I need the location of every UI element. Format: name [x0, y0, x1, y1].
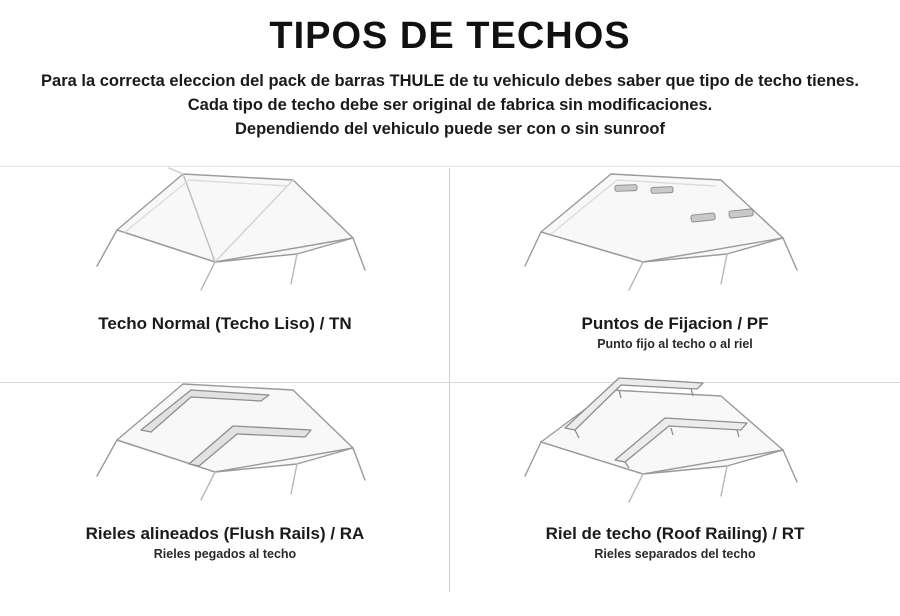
intro-text: [0, 70, 900, 142]
roof-type-label-ra: Rieles alineados (Flush Rails) / RA: [85, 523, 365, 543]
intro-line-3: Dependiendo del vehiculo puede ser con o sin sunroof: [235, 119, 665, 138]
roof-type-card-pf: [450, 156, 900, 366]
roof-type-label-pf: Puntos de Fijacion / PF: [581, 313, 769, 333]
roof-type-card-tn: [0, 156, 450, 366]
roof-types-grid: [0, 156, 900, 576]
intro-line-2: Cada tipo de techo debe ser original de fabrica sin modificaciones.: [187, 95, 713, 114]
roof-types-infographic: [0, 16, 900, 616]
intro-line-1: Para la correcta eleccion del pack de barras THULE de tu vehiculo debes saber que tipo de techo tienes.: [41, 71, 859, 90]
car-roof-raisedrails-icon: [515, 368, 835, 518]
roof-type-sublabel-ra: Rieles pegados al techo: [153, 546, 297, 561]
roof-type-card-ra: [0, 366, 450, 576]
car-roof-fixpoints-icon: [515, 158, 835, 308]
roof-type-label-rt: Riel de techo (Roof Railing) / RT: [545, 523, 805, 543]
car-roof-flushrails-icon: [65, 368, 385, 518]
roof-type-sublabel-pf: Punto fijo al techo o al riel: [597, 336, 753, 351]
car-roof-plain-icon: [65, 158, 385, 308]
roof-type-sublabel-rt: Rieles separados del techo: [594, 546, 756, 561]
roof-type-card-rt: [450, 366, 900, 576]
page-title: TIPOS DE TECHOS: [269, 15, 631, 57]
roof-type-label-tn: Techo Normal (Techo Liso) / TN: [98, 313, 352, 333]
